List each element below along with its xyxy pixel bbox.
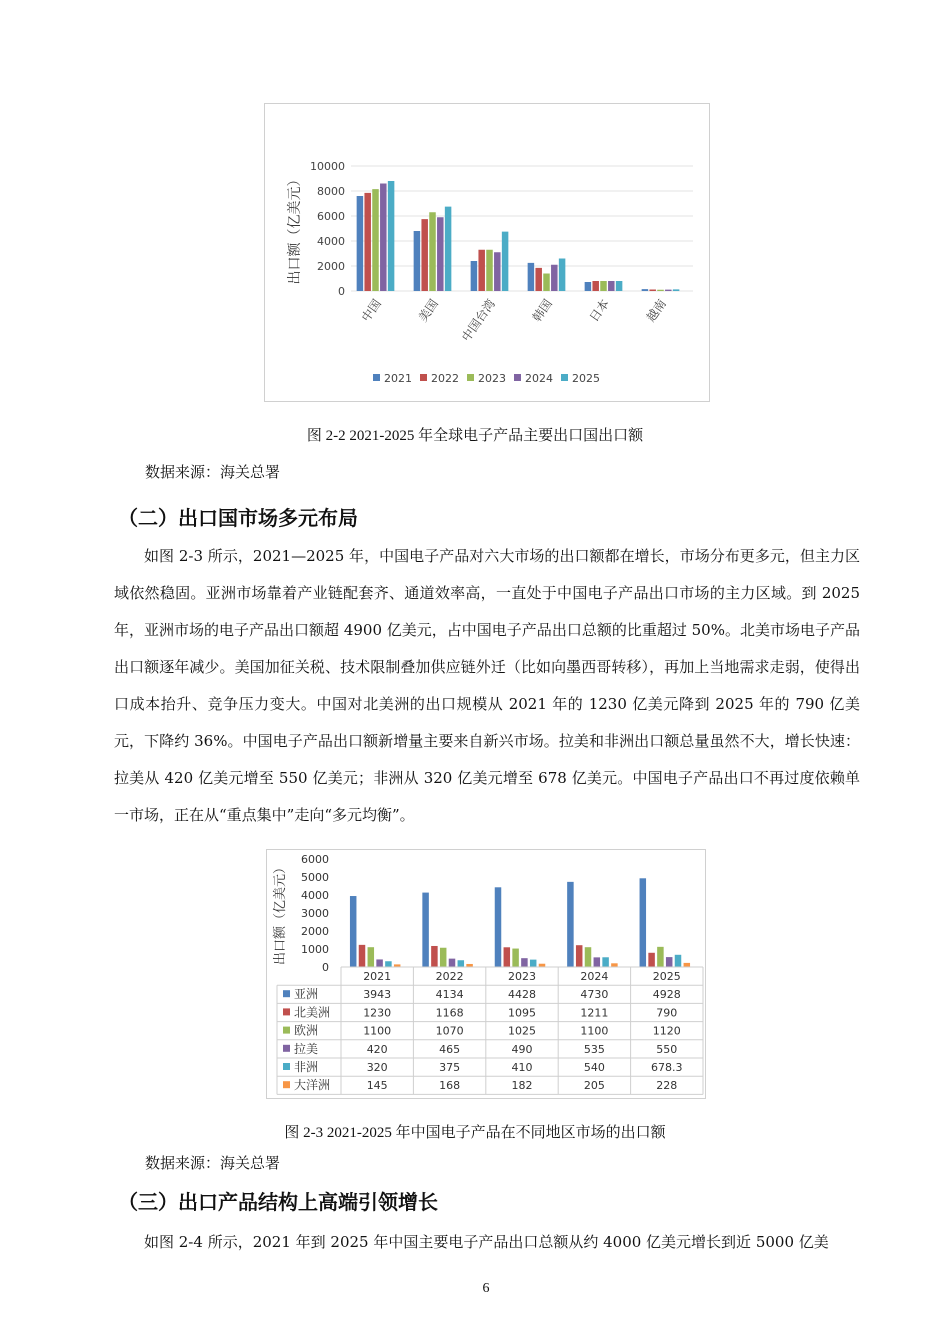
figure-2-2-source: 数据来源：海关总署 xyxy=(145,463,281,481)
bar-大洋洲-2025 xyxy=(684,963,691,967)
legend-swatch-北美洲 xyxy=(283,1008,290,1015)
legend-swatch-2023 xyxy=(467,374,474,381)
bar-2025-韩国 xyxy=(559,259,566,292)
bar-2025-中国 xyxy=(388,181,395,291)
series-label: 北美洲 xyxy=(294,1005,331,1020)
legend-swatch-2021 xyxy=(373,374,380,381)
bar-2021-日本 xyxy=(585,282,592,291)
y-tick-label: 10000 xyxy=(310,160,345,173)
bar-亚洲-2022 xyxy=(422,893,429,967)
bar-拉美-2022 xyxy=(449,959,456,967)
bar-大洋洲-2024 xyxy=(611,963,618,967)
legend-swatch-拉美 xyxy=(283,1045,290,1052)
data-label: 1070 xyxy=(435,1024,464,1038)
bar-非洲-2025 xyxy=(675,955,682,967)
bar-非洲-2024 xyxy=(602,957,609,967)
bar-2021-越南 xyxy=(642,289,649,291)
bar-欧洲-2025 xyxy=(657,947,664,967)
series-label: 非洲 xyxy=(294,1060,319,1074)
data-label: 535 xyxy=(583,1042,605,1056)
legend-swatch-亚洲 xyxy=(283,990,290,997)
bar-2022-美国 xyxy=(421,219,428,291)
bar-拉美-2025 xyxy=(666,957,673,967)
y-axis-label: 出口额（亿美元） xyxy=(273,860,288,966)
data-label: 1100 xyxy=(580,1024,609,1038)
figure-2-2-caption: 图 2-2 2021-2025 年全球电子产品主要出口国出口额 xyxy=(306,428,644,444)
bar-2021-美国 xyxy=(414,231,421,291)
data-label: 678.3 xyxy=(651,1061,683,1074)
table-header-year: 2022 xyxy=(435,970,464,983)
bar-北美洲-2023 xyxy=(504,947,511,967)
bar-欧洲-2022 xyxy=(440,948,447,967)
legend-label: 2022 xyxy=(431,372,459,385)
x-tick-label: 中国台湾 xyxy=(458,296,498,345)
bar-欧洲-2021 xyxy=(368,947,375,967)
y-tick-label: 3000 xyxy=(301,907,329,920)
bar-非洲-2021 xyxy=(385,961,392,967)
legend-swatch-欧洲 xyxy=(283,1027,290,1034)
bar-2023-越南 xyxy=(657,290,664,291)
bar-拉美-2021 xyxy=(376,959,383,967)
export-by-region-bar-chart-with-table xyxy=(267,850,705,1098)
y-axis-label: 出口额（亿美元） xyxy=(287,172,303,285)
paragraph-text: 如图 2-3 所示，2021—2025 年，中国电子产品对六大市场的出口额都在增长，市场分布更多元，但主力区域依然稳固。亚洲市场靠着产业链配套齐、通道效率高，一直处于中国电子产品出口市场的主力区域。到 2025 年，亚洲市场的电子产品出口额超 4900 亿美元，占中国电子产品出口总额的比重超过 50%。北美市场电子产品出口额逐年减少。美国加征关税、技术限制叠加供应链外迁（比如向墨西哥转移），再加上当地需求走弱，使得出口成本抬升、竞争压力变大。中国对北美洲的出口规模从 2021 年的 1230 亿美元降到 2025 年的 790 亿美元，下降约 36%。中国电子产品出口额新增量主要来自新兴市场。拉美和非洲出口额总量虽然不大，增长快速：拉美从 420 亿美元增至 550 亿美元；非洲从 320 亿美元增至 678 亿美元。中国电子产品出口不再过度依赖单一市场，正在从“重点集中”走向“多元均衡”。 xyxy=(114,547,860,824)
y-tick-label: 0 xyxy=(322,961,329,974)
bar-拉美-2023 xyxy=(521,958,528,967)
section-heading-3: （三）出口产品结构上高端引领增长 xyxy=(118,1190,438,1214)
y-tick-label: 6000 xyxy=(317,210,345,223)
bar-亚洲-2025 xyxy=(640,878,647,967)
bar-2025-中国台湾 xyxy=(502,232,509,291)
bar-非洲-2022 xyxy=(458,960,465,967)
bar-亚洲-2024 xyxy=(567,882,574,967)
legend-label: 2023 xyxy=(478,372,506,385)
bar-亚洲-2021 xyxy=(350,896,357,967)
y-tick-label: 4000 xyxy=(301,889,329,902)
x-tick-label: 越南 xyxy=(643,296,669,325)
data-label: 168 xyxy=(439,1079,461,1093)
series-label: 拉美 xyxy=(294,1041,319,1056)
bar-2021-中国台湾 xyxy=(471,261,478,291)
bar-2022-中国台湾 xyxy=(478,250,485,291)
bar-2023-韩国 xyxy=(543,274,550,292)
legend-label: 2025 xyxy=(572,372,600,385)
bar-2023-日本 xyxy=(600,281,607,291)
y-tick-label: 1000 xyxy=(301,943,329,956)
bar-2022-中国 xyxy=(364,193,371,291)
y-tick-label: 2000 xyxy=(301,925,329,938)
data-label: 550 xyxy=(656,1042,678,1056)
legend-swatch-2022 xyxy=(420,374,427,381)
section-heading-2: （二）出口国市场多元布局 xyxy=(118,506,358,530)
bar-2025-越南 xyxy=(673,289,680,291)
legend-swatch-2025 xyxy=(561,374,568,381)
data-label: 228 xyxy=(656,1079,678,1093)
table-header-year: 2023 xyxy=(508,970,536,983)
x-tick-label: 中国 xyxy=(358,296,384,325)
bar-北美洲-2025 xyxy=(648,953,655,967)
data-label: 1168 xyxy=(435,1006,464,1020)
data-label: 410 xyxy=(511,1061,533,1074)
x-tick-label: 日本 xyxy=(586,296,612,325)
bar-非洲-2023 xyxy=(530,960,537,967)
series-label: 欧洲 xyxy=(294,1023,319,1038)
bar-拉美-2024 xyxy=(594,957,601,967)
figure-2-3-source: 数据来源：海关总署 xyxy=(145,1154,281,1172)
legend-label: 2024 xyxy=(525,372,553,385)
bar-2025-美国 xyxy=(445,207,452,291)
section-3-paragraph xyxy=(114,1224,860,1261)
bar-北美洲-2024 xyxy=(576,945,583,967)
y-tick-label: 5000 xyxy=(301,871,329,884)
data-label: 182 xyxy=(511,1079,533,1093)
table-header-year: 2025 xyxy=(652,970,681,983)
data-label: 205 xyxy=(583,1079,605,1093)
paragraph-text: 如图 2-4 所示，2021 年到 2025 年中国主要电子产品出口总额从约 4000 亿美元增长到近 5000 亿美 xyxy=(144,1233,829,1251)
table-header-year: 2024 xyxy=(580,970,609,983)
y-tick-label: 6000 xyxy=(301,853,329,866)
data-label: 465 xyxy=(439,1042,461,1056)
bar-2024-日本 xyxy=(608,281,615,291)
bar-2023-中国台湾 xyxy=(486,250,493,291)
data-label: 4928 xyxy=(652,988,681,1002)
bar-欧洲-2024 xyxy=(585,947,592,967)
bar-2022-越南 xyxy=(649,290,656,292)
data-label: 320 xyxy=(366,1061,388,1074)
x-tick-label: 韩国 xyxy=(529,296,555,325)
bar-2024-越南 xyxy=(665,290,672,291)
bar-2024-韩国 xyxy=(551,265,558,291)
data-label: 1100 xyxy=(363,1024,392,1038)
bar-2024-中国台湾 xyxy=(494,252,501,291)
bar-2022-日本 xyxy=(592,281,599,291)
legend-label: 2021 xyxy=(384,372,412,385)
figure-2-3-caption: 图 2-3 2021-2025 年中国电子产品在不同地区市场的出口额 xyxy=(284,1125,666,1141)
data-label: 1025 xyxy=(508,1024,536,1038)
data-label: 1230 xyxy=(363,1006,392,1020)
bar-欧洲-2023 xyxy=(512,949,519,967)
bar-2023-中国 xyxy=(372,189,379,291)
table-header-year: 2021 xyxy=(363,970,392,983)
data-label: 1211 xyxy=(580,1006,609,1020)
bar-北美洲-2021 xyxy=(359,945,366,967)
data-label: 145 xyxy=(366,1079,388,1093)
data-label: 490 xyxy=(511,1042,533,1056)
bar-2022-韩国 xyxy=(535,268,542,291)
data-label: 4428 xyxy=(508,988,536,1002)
data-label: 375 xyxy=(439,1061,461,1074)
export-by-country-bar-chart xyxy=(265,104,709,401)
bar-亚洲-2023 xyxy=(495,887,502,967)
bar-北美洲-2022 xyxy=(431,946,438,967)
bar-2021-中国 xyxy=(357,196,364,291)
legend-swatch-大洋洲 xyxy=(283,1081,290,1088)
series-label: 亚洲 xyxy=(294,987,319,1002)
legend-swatch-2024 xyxy=(514,374,521,381)
x-tick-label: 美国 xyxy=(415,296,441,325)
y-tick-label: 8000 xyxy=(317,185,345,198)
figure-2-2-chart xyxy=(264,103,710,402)
data-label: 4134 xyxy=(435,988,464,1002)
data-label: 540 xyxy=(583,1061,605,1074)
data-label: 420 xyxy=(366,1042,388,1056)
bar-2024-美国 xyxy=(437,217,444,291)
bar-2024-中国 xyxy=(380,184,387,292)
series-label: 大洋洲 xyxy=(294,1078,331,1093)
legend-swatch-非洲 xyxy=(283,1063,290,1070)
bar-2023-美国 xyxy=(429,212,436,291)
y-tick-label: 2000 xyxy=(317,260,345,273)
data-label: 1120 xyxy=(652,1024,681,1038)
bar-2021-韩国 xyxy=(528,263,535,291)
data-label: 1095 xyxy=(508,1006,536,1020)
bar-2025-日本 xyxy=(616,281,623,291)
page-number: 6 xyxy=(482,1281,490,1296)
data-label: 3943 xyxy=(363,988,392,1002)
figure-2-3-chart xyxy=(266,849,706,1099)
section-2-paragraph xyxy=(114,538,860,834)
data-label: 4730 xyxy=(580,988,609,1002)
y-tick-label: 4000 xyxy=(317,235,345,248)
y-tick-label: 0 xyxy=(338,285,345,298)
data-label: 790 xyxy=(656,1006,678,1020)
